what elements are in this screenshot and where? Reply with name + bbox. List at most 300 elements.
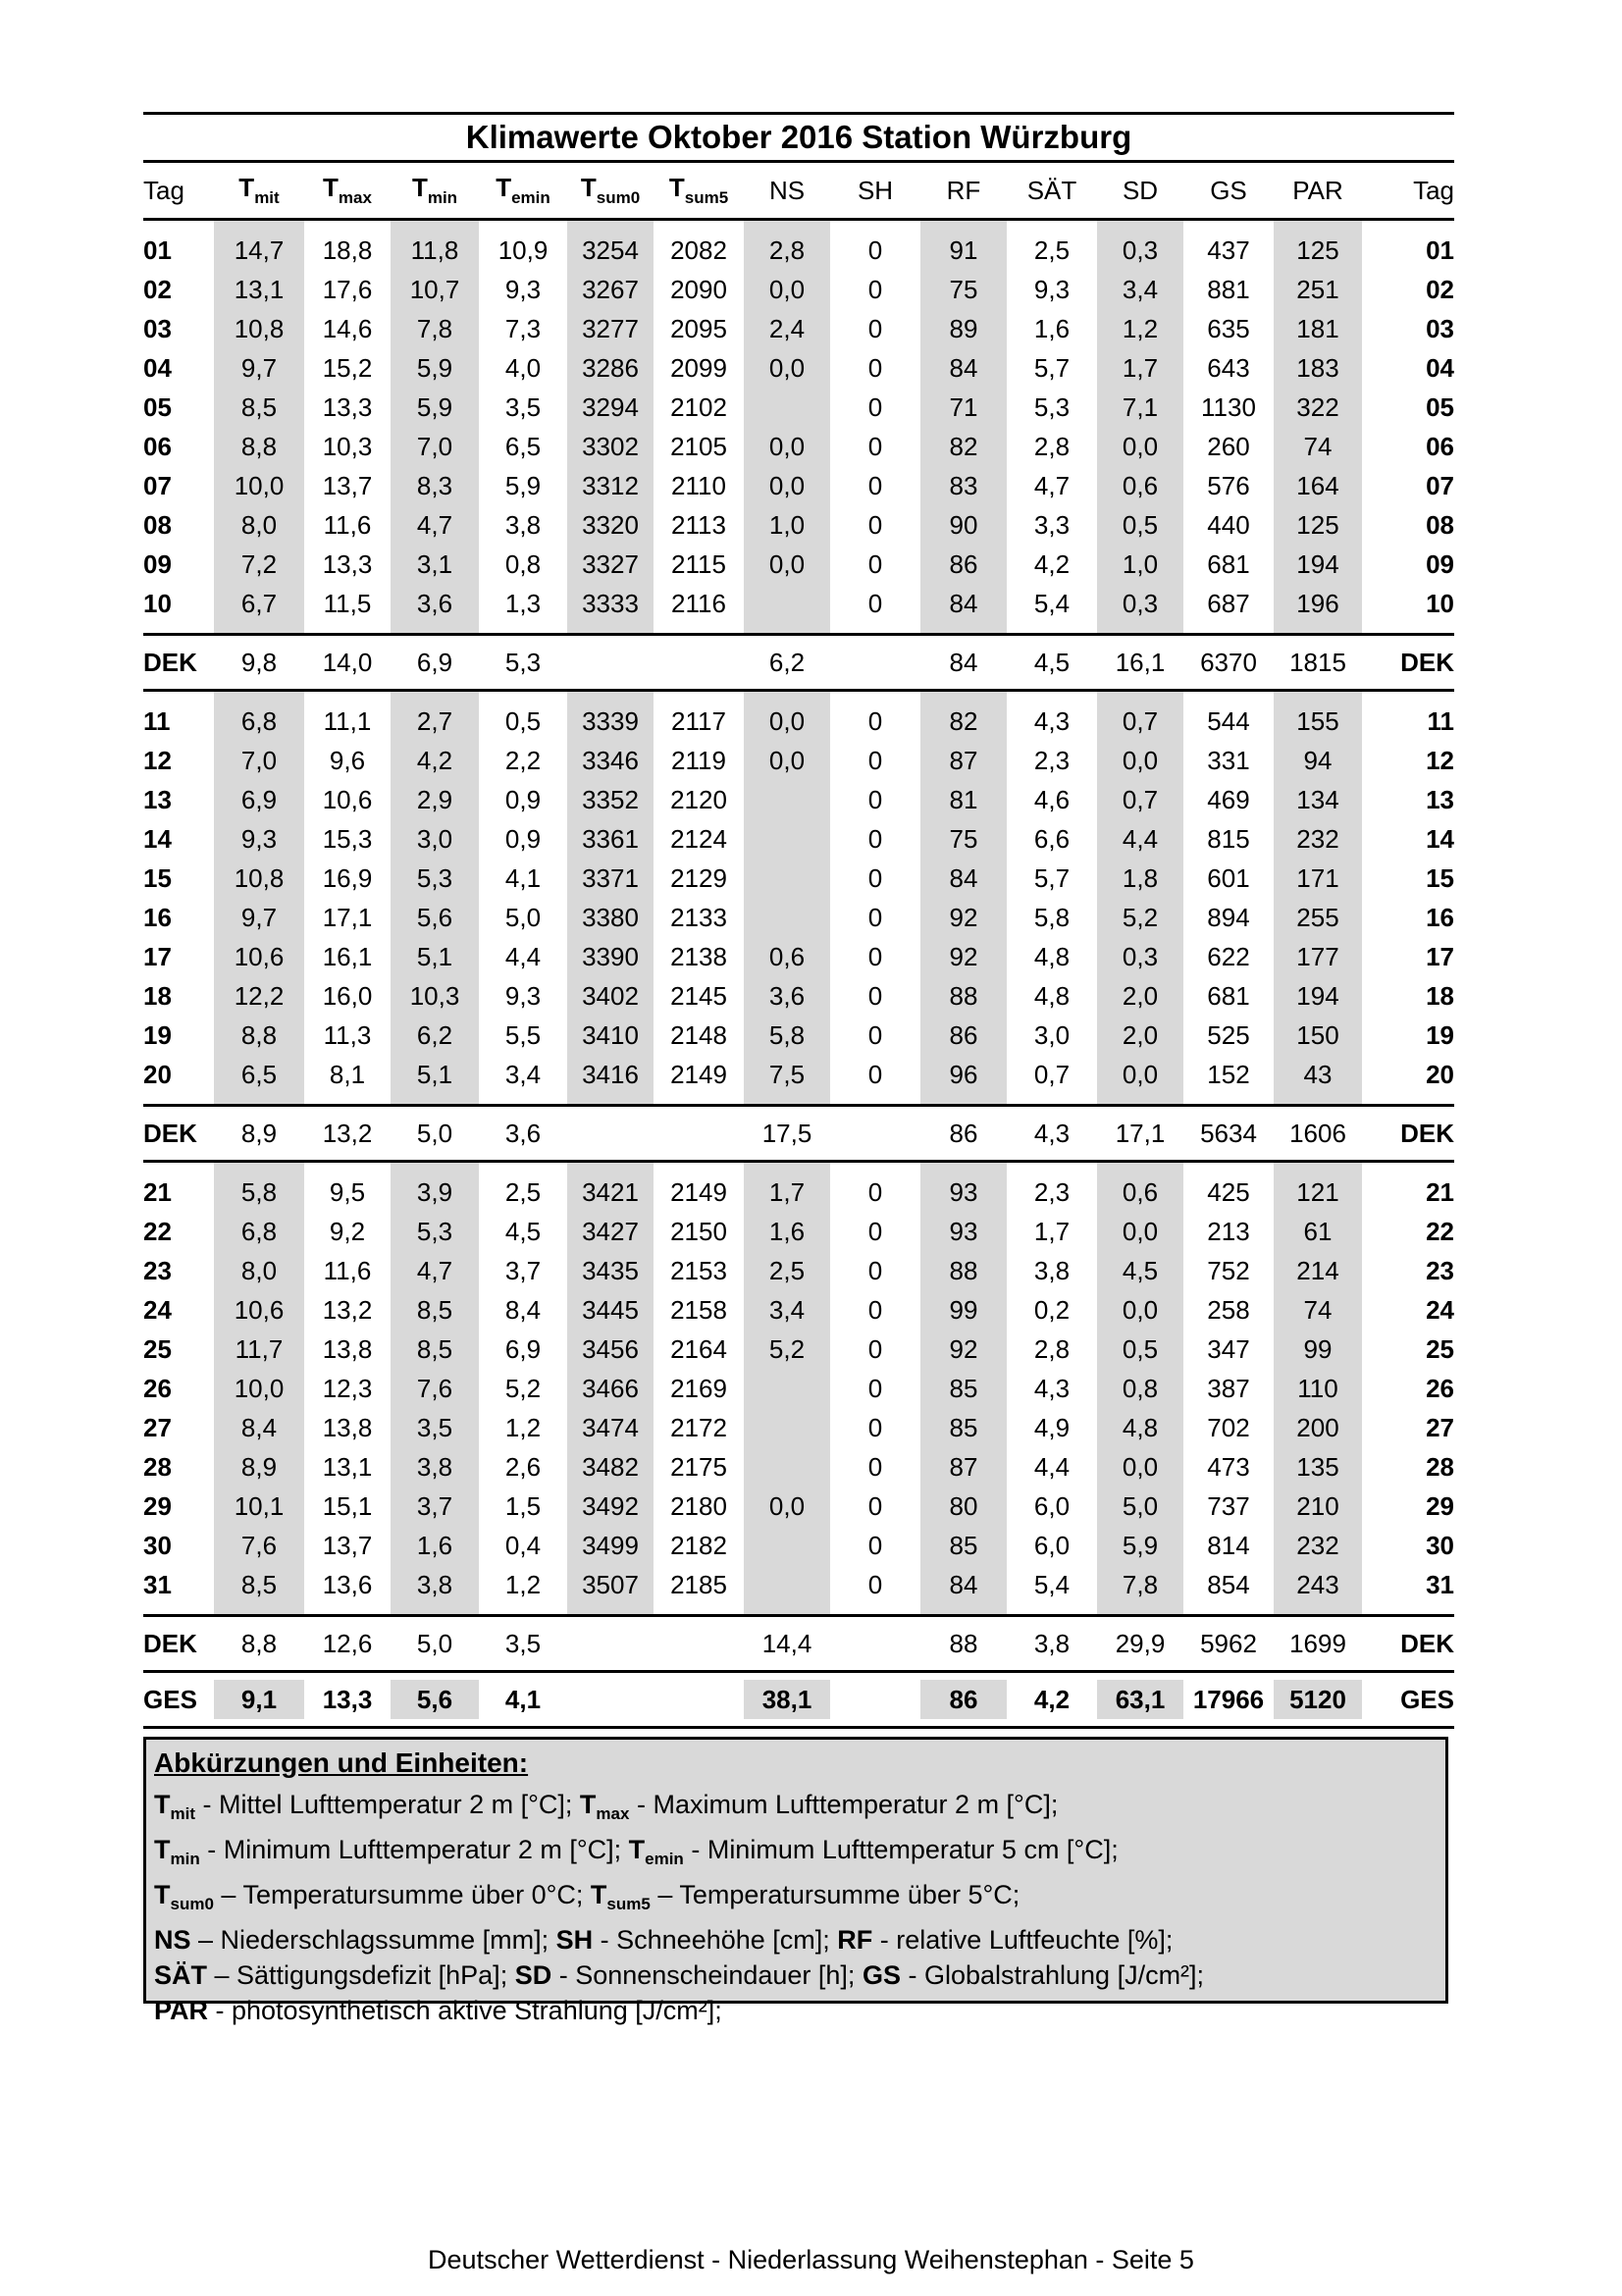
row-label-right: 03 bbox=[1426, 313, 1454, 343]
table-row bbox=[143, 898, 1454, 937]
table-cell bbox=[744, 584, 830, 623]
table-cell: 5,1 bbox=[391, 1055, 479, 1094]
table-cell: 2,9 bbox=[391, 780, 479, 819]
row-label-right: 16 bbox=[1426, 902, 1454, 932]
table-row bbox=[143, 466, 1454, 505]
table-cell: 210 bbox=[1274, 1487, 1362, 1526]
table-cell: 99 bbox=[1274, 1330, 1362, 1369]
table-cell: 2182 bbox=[670, 1530, 727, 1560]
table-cell: 0 bbox=[867, 1294, 883, 1325]
table-cell: 2149 bbox=[670, 1059, 727, 1089]
row-label: 05 bbox=[143, 391, 172, 422]
table-cell: 7,8 bbox=[391, 309, 479, 348]
spacer-cell bbox=[1183, 1604, 1274, 1616]
table-cell: 0 bbox=[867, 705, 883, 736]
row-label-right: 25 bbox=[1426, 1333, 1454, 1364]
table-cell: 687 bbox=[1207, 588, 1250, 618]
table-cell: 1815 bbox=[1274, 635, 1362, 691]
total-cell bbox=[744, 1672, 830, 1728]
table-cell: 8,5 bbox=[214, 1565, 304, 1604]
table-cell: 6,8 bbox=[214, 691, 304, 742]
table-cell: 5634 bbox=[1183, 1106, 1274, 1162]
row-label: 16 bbox=[143, 902, 172, 932]
table-cell: 10,7 bbox=[391, 270, 479, 309]
row-label: 17 bbox=[143, 941, 172, 971]
table-cell: 2082 bbox=[670, 235, 727, 265]
table-cell: 14,7 bbox=[214, 220, 304, 271]
table-cell: 425 bbox=[1207, 1176, 1250, 1207]
table-cell: 2180 bbox=[670, 1490, 727, 1521]
table-row bbox=[143, 937, 1454, 976]
table-cell: 5,3 bbox=[391, 859, 479, 898]
table-cell: 4,5 bbox=[504, 1216, 542, 1246]
row-label-right: 04 bbox=[1426, 352, 1454, 383]
total-value: 5,6 bbox=[391, 1680, 479, 1719]
table-cell: 6,0 bbox=[1033, 1490, 1071, 1521]
column-header: $T_{emin}$ bbox=[479, 163, 567, 220]
table-cell: 0 bbox=[867, 1373, 883, 1403]
column-header: SÄT bbox=[1007, 163, 1097, 220]
table-cell: 3,4 bbox=[744, 1290, 830, 1330]
table-cell: 13,3 bbox=[322, 391, 373, 422]
table-cell: 0,9 bbox=[504, 784, 542, 814]
table-row bbox=[143, 309, 1454, 348]
table-cell: 469 bbox=[1207, 784, 1250, 814]
table-cell: 1,6 bbox=[1033, 313, 1071, 343]
total-value: 5120 bbox=[1274, 1680, 1362, 1719]
climate-report bbox=[143, 112, 1454, 1729]
table-cell: 7,1 bbox=[1097, 388, 1183, 427]
total-value: 86 bbox=[920, 1680, 1007, 1719]
table-cell: 4,3 bbox=[1007, 1106, 1097, 1162]
row-label-right: 15 bbox=[1426, 862, 1454, 893]
legend-line: SÄT – Sättigungsdefizit [hPa]; SD - Sonnenscheindauer [h]; GS - Globalstrahlung [J/cm²]; bbox=[154, 1960, 1205, 1990]
spacer-row bbox=[143, 1604, 1454, 1616]
table-cell: 814 bbox=[1207, 1530, 1250, 1560]
legend-line: PAR - photosynthetisch aktive Strahlung [J/cm²]; bbox=[154, 1996, 722, 2025]
table-cell: 81 bbox=[920, 780, 1007, 819]
table-row bbox=[143, 505, 1454, 545]
spacer-cell bbox=[744, 1094, 830, 1106]
spacer-cell bbox=[143, 1094, 214, 1106]
table-cell: 2110 bbox=[671, 470, 726, 500]
table-body bbox=[143, 220, 1454, 1728]
row-label: DEK bbox=[143, 1616, 214, 1672]
table-cell: 0,6 bbox=[1097, 466, 1183, 505]
table-cell: 99 bbox=[920, 1290, 1007, 1330]
table-cell: 43 bbox=[1274, 1055, 1362, 1094]
table-cell: 6,2 bbox=[391, 1016, 479, 1055]
row-label-right: 13 bbox=[1426, 784, 1454, 814]
table-cell: 2124 bbox=[670, 823, 727, 854]
table-cell: 3286 bbox=[567, 348, 654, 388]
table-cell: 200 bbox=[1274, 1408, 1362, 1447]
table-cell: 2,8 bbox=[1033, 431, 1071, 461]
total-value: 38,1 bbox=[744, 1680, 830, 1719]
table-cell: 622 bbox=[1207, 941, 1250, 971]
spacer-cell bbox=[567, 623, 654, 635]
spacer-cell bbox=[567, 1094, 654, 1106]
table-cell: 0 bbox=[867, 941, 883, 971]
table-cell: 14,6 bbox=[322, 313, 373, 343]
table-row bbox=[143, 1251, 1454, 1290]
table-cell: 82 bbox=[920, 691, 1007, 742]
table-cell: 3352 bbox=[567, 780, 654, 819]
row-label: 28 bbox=[143, 1451, 172, 1482]
table-cell: 3,8 bbox=[504, 509, 542, 540]
spacer-cell bbox=[479, 1604, 567, 1616]
table-cell: 3507 bbox=[567, 1565, 654, 1604]
table-cell: 7,8 bbox=[1097, 1565, 1183, 1604]
table-cell: 1699 bbox=[1274, 1616, 1362, 1672]
table-cell: 3371 bbox=[567, 859, 654, 898]
table-row bbox=[143, 976, 1454, 1016]
table-cell: 0,7 bbox=[1033, 1059, 1071, 1089]
total-cell bbox=[214, 1672, 304, 1728]
table-cell: 5,3 bbox=[479, 635, 567, 691]
spacer-cell bbox=[654, 1094, 744, 1106]
table-cell: 0,7 bbox=[1097, 780, 1183, 819]
spacer-cell bbox=[1274, 623, 1362, 635]
table-cell bbox=[744, 898, 830, 937]
table-cell: 214 bbox=[1274, 1251, 1362, 1290]
table-cell: 0 bbox=[867, 1530, 883, 1560]
table-cell: 8,0 bbox=[214, 1251, 304, 1290]
table-cell: 1,7 bbox=[744, 1162, 830, 1213]
table-cell: 150 bbox=[1274, 1016, 1362, 1055]
spacer-cell bbox=[1274, 1604, 1362, 1616]
table-cell: 8,3 bbox=[391, 466, 479, 505]
table-row bbox=[143, 1290, 1454, 1330]
table-cell: 2120 bbox=[670, 784, 727, 814]
spacer-cell bbox=[830, 1604, 920, 1616]
total-cell bbox=[567, 1672, 654, 1728]
table-cell: 0,5 bbox=[1097, 1330, 1183, 1369]
table-cell: 0,7 bbox=[1097, 691, 1183, 742]
table-cell: 8,0 bbox=[214, 505, 304, 545]
table-cell: 3,9 bbox=[391, 1162, 479, 1213]
legend-line: $T_{sum0}$ – Temperatursumme über 0°C; $T_{sum5}$ – Temperatursumme über 5°C; bbox=[154, 1880, 1020, 1913]
table-cell: 6370 bbox=[1183, 635, 1274, 691]
table-cell: 387 bbox=[1207, 1373, 1250, 1403]
table-cell: 3445 bbox=[567, 1290, 654, 1330]
table-cell: 86 bbox=[920, 545, 1007, 584]
table-cell: 0 bbox=[867, 1059, 883, 1089]
spacer-cell bbox=[391, 1604, 479, 1616]
table-cell: 93 bbox=[920, 1162, 1007, 1213]
table-cell: 7,0 bbox=[214, 741, 304, 780]
table-cell: 164 bbox=[1274, 466, 1362, 505]
table-cell: 10,8 bbox=[214, 859, 304, 898]
table-cell: 10,9 bbox=[497, 235, 549, 265]
table-cell: 5,9 bbox=[1097, 1526, 1183, 1565]
table-cell: 2,8 bbox=[1033, 1333, 1071, 1364]
table-cell: 601 bbox=[1207, 862, 1250, 893]
table-cell: 1,7 bbox=[1033, 1216, 1071, 1246]
table-cell: 13,2 bbox=[304, 1106, 391, 1162]
table-cell: 11,3 bbox=[323, 1019, 372, 1050]
table-cell: 0,0 bbox=[744, 691, 830, 742]
table-cell bbox=[830, 1616, 920, 1672]
table-row bbox=[143, 1162, 1454, 1213]
table-cell: 84 bbox=[920, 348, 1007, 388]
table-cell: 3,8 bbox=[1033, 1255, 1071, 1285]
table-cell: 11,7 bbox=[214, 1330, 304, 1369]
table-cell: 3,5 bbox=[479, 1616, 567, 1672]
table-cell: 0 bbox=[867, 470, 883, 500]
table-cell: 2175 bbox=[670, 1451, 727, 1482]
table-cell: 2095 bbox=[670, 313, 727, 343]
spacer-cell bbox=[304, 1094, 391, 1106]
spacer-cell bbox=[654, 1604, 744, 1616]
table-cell: 0 bbox=[867, 1451, 883, 1482]
table-cell: 5,6 bbox=[391, 898, 479, 937]
table-cell: 0,0 bbox=[1097, 427, 1183, 466]
table-cell: 3,3 bbox=[1033, 509, 1071, 540]
table-cell: 4,5 bbox=[1097, 1251, 1183, 1290]
row-label-right: 11 bbox=[1427, 705, 1454, 736]
table-cell: 4,7 bbox=[1033, 470, 1071, 500]
table-cell: 7,0 bbox=[391, 427, 479, 466]
table-cell: 7,5 bbox=[744, 1055, 830, 1094]
legend-line: $T_{mit}$ - Mittel Lufttemperatur 2 m [°C]; $T_{max}$ - Maximum Lufttemperatur 2 m [°C]; bbox=[154, 1790, 1059, 1823]
total-cell: 17966 bbox=[1183, 1672, 1274, 1728]
table-cell: 10,6 bbox=[214, 937, 304, 976]
row-label-right: 07 bbox=[1426, 470, 1454, 500]
table-cell: 5,8 bbox=[214, 1162, 304, 1213]
table-cell: 0 bbox=[867, 784, 883, 814]
table-header-row bbox=[143, 163, 1454, 220]
table-cell: 2,8 bbox=[744, 220, 830, 271]
table-cell: 87 bbox=[920, 741, 1007, 780]
row-label: 03 bbox=[143, 313, 172, 343]
table-cell: 89 bbox=[920, 309, 1007, 348]
table-cell: 8,8 bbox=[214, 427, 304, 466]
spacer-cell bbox=[1362, 1094, 1454, 1106]
table-cell: 3435 bbox=[567, 1251, 654, 1290]
table-cell: 3,6 bbox=[479, 1106, 567, 1162]
table-cell: 2133 bbox=[670, 902, 727, 932]
table-cell: 0,2 bbox=[1033, 1294, 1071, 1325]
table-cell: 3267 bbox=[567, 270, 654, 309]
total-cell bbox=[1097, 1672, 1183, 1728]
table-cell: 3,8 bbox=[391, 1447, 479, 1487]
table-cell: 3346 bbox=[567, 741, 654, 780]
table-cell: 3361 bbox=[567, 819, 654, 859]
table-cell: 0 bbox=[867, 588, 883, 618]
table-cell: 74 bbox=[1274, 427, 1362, 466]
table-cell: 110 bbox=[1274, 1369, 1362, 1408]
row-label: 10 bbox=[143, 588, 172, 618]
row-label: 12 bbox=[143, 745, 172, 775]
row-label: 19 bbox=[143, 1019, 172, 1050]
table-cell: 0,0 bbox=[1097, 1055, 1183, 1094]
legend-box bbox=[143, 1737, 1448, 2025]
row-label: 04 bbox=[143, 352, 172, 383]
table-cell: 2,0 bbox=[1097, 976, 1183, 1016]
table-cell bbox=[744, 1447, 830, 1487]
table-cell: 15,3 bbox=[322, 823, 373, 854]
table-cell: 9,6 bbox=[329, 745, 366, 775]
row-label: 07 bbox=[143, 470, 172, 500]
decade-summary-row bbox=[143, 1106, 1454, 1162]
table-cell: 0,0 bbox=[744, 1487, 830, 1526]
row-label: 11 bbox=[143, 705, 171, 736]
row-label: 21 bbox=[143, 1176, 172, 1207]
table-cell: 9,3 bbox=[1033, 274, 1071, 304]
table-cell: 9,3 bbox=[504, 274, 542, 304]
table-row bbox=[143, 1212, 1454, 1251]
table-cell: 17,5 bbox=[744, 1106, 830, 1162]
table-cell: 0,8 bbox=[1097, 1369, 1183, 1408]
decade-summary-row bbox=[143, 635, 1454, 691]
table-cell bbox=[744, 1408, 830, 1447]
spacer-cell bbox=[214, 623, 304, 635]
table-cell: 0 bbox=[867, 431, 883, 461]
table-cell: 0,0 bbox=[1097, 1447, 1183, 1487]
table-cell: 93 bbox=[920, 1212, 1007, 1251]
table-cell: 2102 bbox=[670, 391, 727, 422]
table-cell: 8,4 bbox=[214, 1408, 304, 1447]
table-cell: 5,7 bbox=[1033, 352, 1071, 383]
table-cell: 5,9 bbox=[391, 348, 479, 388]
table-cell: 13,2 bbox=[322, 1294, 373, 1325]
table-cell: 4,2 bbox=[391, 741, 479, 780]
legend-lines bbox=[154, 1787, 1438, 2028]
row-label: 31 bbox=[143, 1569, 172, 1599]
table-cell: 3456 bbox=[567, 1330, 654, 1369]
table-cell: 6,2 bbox=[744, 635, 830, 691]
row-label-right: 27 bbox=[1426, 1412, 1454, 1442]
table-cell: 8,1 bbox=[329, 1059, 366, 1089]
table-cell: 3482 bbox=[567, 1447, 654, 1487]
table-cell: 84 bbox=[920, 859, 1007, 898]
table-cell: 5,0 bbox=[504, 902, 542, 932]
table-cell: 4,8 bbox=[1033, 980, 1071, 1011]
total-cell bbox=[654, 1672, 744, 1728]
table-cell: 2,2 bbox=[504, 745, 542, 775]
table-cell: 0 bbox=[867, 1216, 883, 1246]
table-cell: 5,8 bbox=[744, 1016, 830, 1055]
table-row bbox=[143, 220, 1454, 271]
spacer-cell bbox=[1183, 1094, 1274, 1106]
table-cell: 0 bbox=[867, 1019, 883, 1050]
spacer-cell bbox=[391, 623, 479, 635]
row-label-right: 01 bbox=[1426, 235, 1454, 265]
table-cell: 3,5 bbox=[391, 1408, 479, 1447]
row-label-right: DEK bbox=[1362, 1106, 1454, 1162]
table-cell: 1130 bbox=[1201, 391, 1256, 422]
row-label: 27 bbox=[143, 1412, 172, 1442]
table-cell: 3416 bbox=[567, 1055, 654, 1094]
table-cell: 9,7 bbox=[214, 898, 304, 937]
table-cell: 11,1 bbox=[323, 705, 372, 736]
spacer-cell bbox=[920, 1094, 1007, 1106]
table-cell: 86 bbox=[920, 1106, 1007, 1162]
table-cell: 3380 bbox=[567, 898, 654, 937]
table-cell bbox=[830, 1106, 920, 1162]
table-cell: 10,1 bbox=[214, 1487, 304, 1526]
table-row bbox=[143, 1447, 1454, 1487]
table-cell: 4,4 bbox=[1097, 819, 1183, 859]
table-cell: 196 bbox=[1274, 584, 1362, 623]
table-cell: 3390 bbox=[567, 937, 654, 976]
table-cell: 643 bbox=[1207, 352, 1250, 383]
table-cell: 0 bbox=[867, 980, 883, 1011]
table-cell: 90 bbox=[920, 505, 1007, 545]
table-cell: 75 bbox=[920, 819, 1007, 859]
spacer-cell bbox=[391, 1094, 479, 1106]
table-cell: 14,0 bbox=[304, 635, 391, 691]
total-cell: 4,2 bbox=[1007, 1672, 1097, 1728]
table-cell: 1,6 bbox=[744, 1212, 830, 1251]
table-row bbox=[143, 1330, 1454, 1369]
table-cell: 1,2 bbox=[1097, 309, 1183, 348]
table-cell: 9,2 bbox=[329, 1216, 366, 1246]
table-cell: 2153 bbox=[670, 1255, 727, 1285]
table-row bbox=[143, 1016, 1454, 1055]
table-cell: 258 bbox=[1207, 1294, 1250, 1325]
table-cell: 0,9 bbox=[504, 823, 542, 854]
table-cell: 4,8 bbox=[1033, 941, 1071, 971]
table-cell: 2158 bbox=[670, 1294, 727, 1325]
spacer-cell bbox=[479, 1094, 567, 1106]
table-cell bbox=[567, 1106, 654, 1162]
column-header: $T_{min}$ bbox=[391, 163, 479, 220]
table-cell: 0 bbox=[867, 862, 883, 893]
climate-table bbox=[143, 163, 1454, 1729]
table-cell: 1606 bbox=[1274, 1106, 1362, 1162]
table-cell: 0,0 bbox=[744, 348, 830, 388]
legend-title: Abkürzungen und Einheiten: bbox=[154, 1748, 529, 1778]
row-label-right: 09 bbox=[1426, 548, 1454, 579]
total-value: 63,1 bbox=[1097, 1680, 1183, 1719]
table-cell: 2105 bbox=[670, 431, 727, 461]
table-cell: 2,5 bbox=[1033, 235, 1071, 265]
table-cell: 181 bbox=[1274, 309, 1362, 348]
table-cell: 5,0 bbox=[1097, 1487, 1183, 1526]
table-cell bbox=[744, 1369, 830, 1408]
table-cell: 9,7 bbox=[214, 348, 304, 388]
table-cell: 5,7 bbox=[1033, 862, 1071, 893]
table-cell: 2,0 bbox=[1097, 1016, 1183, 1055]
table-cell: 1,2 bbox=[504, 1569, 542, 1599]
spacer-cell bbox=[744, 623, 830, 635]
table-cell: 10,6 bbox=[214, 1290, 304, 1330]
table-row bbox=[143, 348, 1454, 388]
row-label-right: DEK bbox=[1362, 1616, 1454, 1672]
table-cell: 13,6 bbox=[322, 1569, 373, 1599]
column-header: NS bbox=[744, 163, 830, 220]
table-cell: 8,9 bbox=[214, 1106, 304, 1162]
table-cell: 0,0 bbox=[744, 427, 830, 466]
table-row bbox=[143, 1408, 1454, 1447]
column-header: RF bbox=[920, 163, 1007, 220]
row-label-right: 26 bbox=[1426, 1373, 1454, 1403]
table-cell: 6,7 bbox=[214, 584, 304, 623]
table-cell: 96 bbox=[920, 1055, 1007, 1094]
row-label-right: 14 bbox=[1426, 823, 1454, 854]
table-cell: 473 bbox=[1207, 1451, 1250, 1482]
table-cell: 9,5 bbox=[329, 1176, 366, 1207]
table-cell: 7,6 bbox=[391, 1369, 479, 1408]
table-cell: 84 bbox=[920, 1565, 1007, 1604]
row-label-right: 19 bbox=[1426, 1019, 1454, 1050]
table-cell: 87 bbox=[920, 1447, 1007, 1487]
table-cell: 1,2 bbox=[504, 1412, 542, 1442]
table-cell: 2149 bbox=[670, 1176, 727, 1207]
table-cell bbox=[567, 1616, 654, 1672]
